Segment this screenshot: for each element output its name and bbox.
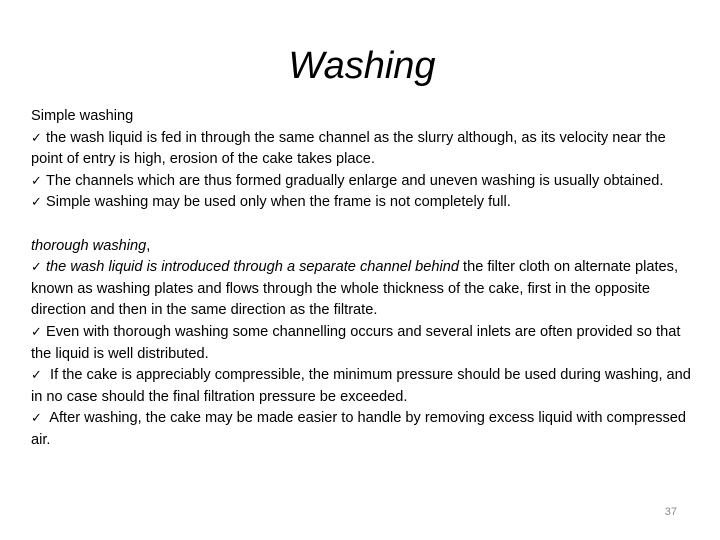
slide-title-text: Washing (288, 45, 436, 87)
thorough-washing-heading-line (31, 236, 691, 258)
thorough-bullet-2-text: Even with thorough washing some channelling occurs and several inlets are often provided so that the liquid is well distributed. (31, 323, 681, 362)
simple-bullet-3-text: Simple washing may be used only when the frame is not completely full. (46, 194, 511, 211)
thorough-bullet-3-text: If the cake is appreciably compressible, the minimum pressure should be used during washing, and in no case should the final filtration pressure be exceeded. (31, 367, 691, 405)
checkmark-icon: ✓ (31, 130, 42, 146)
simple-bullet-1 (31, 128, 691, 171)
thorough-washing-heading: thorough washing (31, 237, 147, 254)
simple-bullet-1-text: the wash liquid is fed in through the same channel as the slurry although, as its velocity near the point of entry is high, erosion of the cake takes place. (31, 129, 666, 168)
simple-washing-heading: Simple washing (31, 108, 134, 124)
slide-body (31, 106, 691, 452)
simple-bullet-2 (31, 171, 691, 193)
thorough-bullet-3 (31, 365, 691, 408)
page-number: 37 (664, 506, 677, 518)
simple-bullet-2-text: The channels which are thus formed gradually enlarge and uneven washing is usually obtained. (46, 172, 664, 189)
simple-bullet-3 (31, 192, 691, 214)
thorough-bullet-4 (31, 408, 691, 451)
slide-title (0, 40, 720, 92)
thorough-bullet-4-text: After washing, the cake may be made easier to handle by removing excess liquid with compressed air. (31, 410, 687, 448)
thorough-washing-heading-suffix: , (146, 237, 151, 254)
checkmark-icon: ✓ (31, 195, 42, 211)
checkmark-icon: ✓ (31, 173, 42, 189)
checkmark-icon: ✓ (31, 411, 42, 427)
thorough-washing-section (31, 236, 691, 452)
thorough-bullet-1 (31, 257, 691, 322)
checkmark-icon: ✓ (31, 260, 42, 276)
checkmark-icon: ✓ (31, 368, 42, 384)
thorough-bullet-1-italic-text: the wash liquid is introduced through a separate channel behind (46, 259, 459, 276)
simple-washing-section (31, 106, 691, 214)
thorough-bullet-2 (31, 322, 691, 365)
checkmark-icon: ✓ (31, 324, 42, 340)
thorough-bullet-1-text: the filter cloth on alternate plates, known as washing plates and flows through the whole thickness of the cake, first in the opposite direction and then in the same direction as the filtrate. (31, 259, 679, 319)
